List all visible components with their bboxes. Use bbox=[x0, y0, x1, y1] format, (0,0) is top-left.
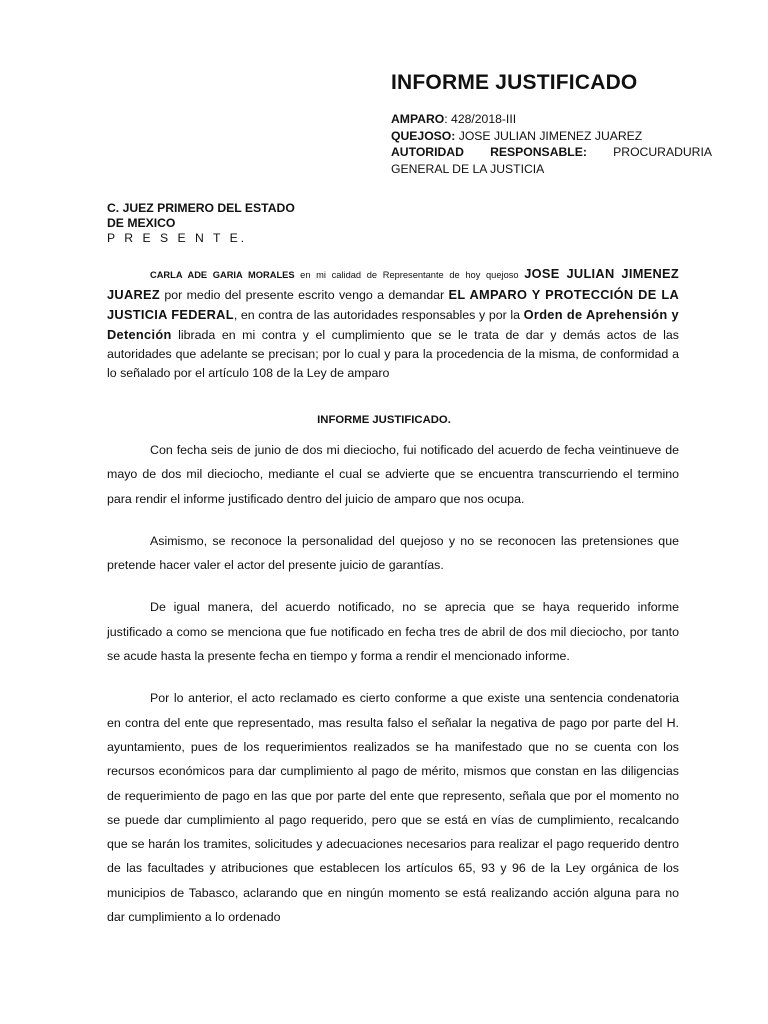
autoridad-label: AUTORIDAD RESPONSABLE: bbox=[391, 145, 587, 159]
autoridad-value: PROCURADURIA bbox=[613, 145, 713, 159]
intro-text-1: en mi calidad de Representante de hoy quejoso bbox=[294, 270, 525, 280]
orden-phrase: Orden de Aprehensión y Detención bbox=[107, 307, 679, 342]
quejoso-line bbox=[391, 128, 712, 145]
addressee-line-1: C. JUEZ PRIMERO DEL ESTADO bbox=[107, 201, 295, 215]
body-paragraph: De igual manera, del acuerdo notificado, no se aprecia que se haya requerido informe justificado a como se menciona que fue notificado en fecha tres de abril de dos mil dieciocho, por tanto se acude hasta la presente fecha en tiempo y forma a rendir el mencionado informe. bbox=[107, 600, 679, 664]
addressee-presente: P R E S E N T E. bbox=[107, 231, 248, 245]
body-paragraph: Con fecha seis de junio de dos mi dieciocho, fui notificado del acuerdo de fecha veintinueve de mayo de dos mil dieciocho, mediante el cual se advierte que se encuentra transcurriendo el termino para rendir el informe justificado dentro del juicio de amparo que nos ocupa. bbox=[107, 443, 679, 506]
intro-text-4: librada en mi contra y el cumplimiento que se le trata de dar y demás actos de las autoridades que adelante se precisan; por lo cual y para la procedencia de la misma, de conformidad a lo señalado por el artículo 108 de la Ley de amparo bbox=[107, 328, 679, 380]
amparo-label: AMPARO bbox=[391, 112, 445, 126]
body-paragraph: Por lo anterior, el acto reclamado es cierto conforme a que existe una sentencia condenatoria en contra del ente que representado, mas resulta falso el señalar la negativa de pago por parte del H. ayuntamiento, pues de los requerimientos realizados se ha manifestado que no se cuenta con los recursos económicos para dar cumplimiento al pago de mérito, mismos que constan en las diligencias de requerimiento de pago en las que por parte del ente que represento, señala que por el momento no se puede dar cumplimiento al pago requerido, pero que se está en vías de cumplimiento, recalcando que se harán los tramites, solicitudes y adecuaciones necesarios para realizar el pago requerido dentro de las facultades y atribuciones que establecen los artículos 65, 93 y 96 de la Ley orgánica de los municipios de Tabasco, aclarando que en ningún momento se está realizando acción alguna para no dar cumplimiento a lo ordenado bbox=[107, 691, 679, 925]
addressee-line-2: DE MEXICO bbox=[107, 216, 176, 230]
document-title: INFORME JUSTIFICADO bbox=[391, 71, 638, 94]
body-paragraph: Asimismo, se reconoce la personalidad del quejoso y no se reconocen las pretensiones que pretende hacer valer el actor del presente juicio de garantías. bbox=[107, 533, 679, 573]
section-title: INFORME JUSTIFICADO. bbox=[317, 414, 451, 426]
representative-name: CARLA ADE GARIA MORALES bbox=[150, 270, 295, 280]
amparo-value: : 428/2018-III bbox=[444, 112, 517, 126]
intro-text-3: , en contra de las autoridades responsables y por la bbox=[233, 308, 524, 322]
quejoso-label: QUEJOSO: bbox=[391, 128, 456, 143]
amparo-phrase: EL AMPARO Y PROTECCIÓN DE LA JUSTICIA FEDERAL bbox=[107, 287, 679, 322]
amparo-line bbox=[391, 111, 712, 128]
case-details bbox=[391, 111, 712, 177]
autoridad-line-2: GENERAL DE LA JUSTICIA bbox=[391, 161, 545, 176]
body-text bbox=[107, 438, 679, 947]
addressee bbox=[107, 201, 367, 246]
intro-paragraph bbox=[107, 264, 679, 383]
quejoso-value: JOSE JULIAN JIMENEZ JUAREZ bbox=[455, 128, 643, 143]
intro-text-2: por medio del presente escrito vengo a demandar bbox=[160, 288, 449, 302]
quejoso-name: JOSE JULIAN JIMENEZ JUAREZ bbox=[107, 266, 679, 302]
autoridad-line bbox=[391, 144, 712, 161]
